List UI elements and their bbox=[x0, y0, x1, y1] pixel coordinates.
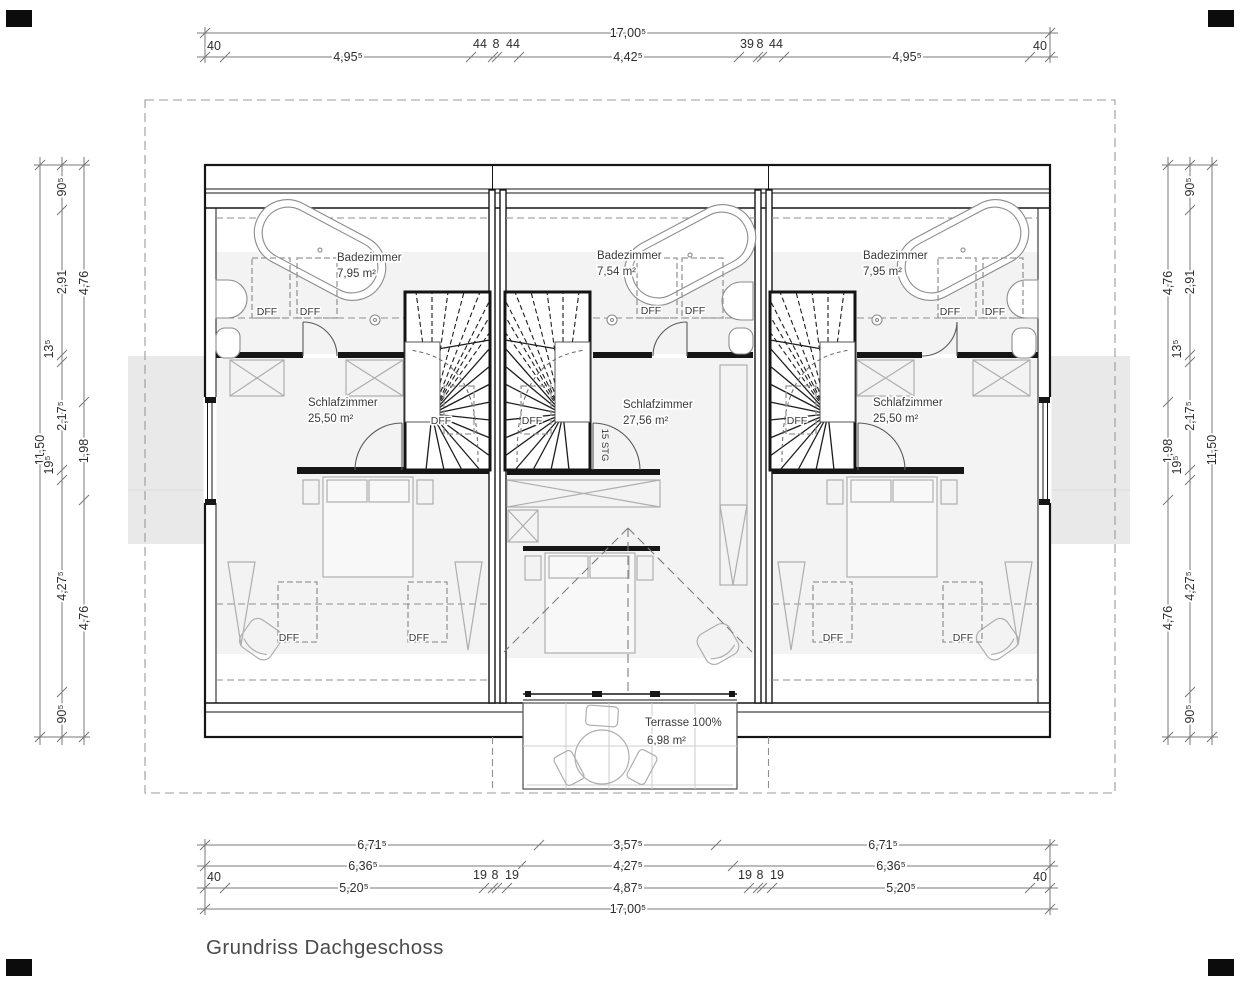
dff-label: DFF bbox=[939, 306, 961, 318]
room-label-bed-2: Schlafzimmer bbox=[623, 399, 693, 411]
room-label-bath-3: Badezimmer bbox=[863, 250, 928, 262]
dim-label: 44 bbox=[473, 37, 487, 51]
dim-label: 1,98 bbox=[77, 438, 91, 464]
room-label-bath-1: Badezimmer bbox=[337, 252, 402, 264]
stair-unit-1 bbox=[405, 292, 490, 470]
dff-label: DFF bbox=[408, 632, 430, 644]
dim-label: 8 bbox=[492, 37, 500, 51]
dim-label: 6,36⁵ bbox=[876, 859, 906, 873]
dim-label: 40 bbox=[1033, 870, 1047, 884]
dim-label: 90⁵ bbox=[1183, 704, 1197, 724]
dim-label: 2,17⁵ bbox=[55, 401, 69, 431]
dim-label: 4,76 bbox=[1161, 605, 1175, 631]
dim-label: 6,71⁵ bbox=[868, 838, 898, 852]
dim-label: 4,27⁵ bbox=[55, 571, 69, 601]
dff-label: DFF bbox=[952, 632, 974, 644]
dff-label: DFF bbox=[430, 415, 452, 427]
room-label-bath-2: Badezimmer bbox=[597, 250, 662, 262]
dff-label: DFF bbox=[786, 415, 808, 427]
dim-label: 2,17⁵ bbox=[1183, 401, 1197, 431]
dim-label: 40 bbox=[1033, 39, 1047, 53]
dim-label: 5,20⁵ bbox=[339, 881, 369, 895]
dim-label: 4,27⁵ bbox=[1183, 571, 1197, 601]
dim-label: 90⁵ bbox=[55, 177, 69, 197]
dim-label: 4,76 bbox=[1161, 270, 1175, 296]
window-left bbox=[204, 397, 217, 505]
room-area-bed-2: 27,56 m² bbox=[623, 415, 669, 427]
dim-label: 19⁵ bbox=[42, 455, 56, 475]
dim-label: 40 bbox=[207, 870, 221, 884]
stair-unit-2 bbox=[505, 292, 590, 470]
room-label-bed-1: Schlafzimmer bbox=[308, 397, 378, 409]
dim-label: 13⁵ bbox=[42, 339, 56, 359]
dim-label: 4,76 bbox=[77, 605, 91, 631]
room-area-bath-2: 7,54 m² bbox=[597, 266, 636, 278]
room-area-bath-1: 7,95 m² bbox=[337, 268, 376, 280]
dim-label: 6,71⁵ bbox=[357, 838, 387, 852]
dim-label: 3,57⁵ bbox=[613, 838, 643, 852]
dim-label: 8 bbox=[756, 868, 764, 882]
dim-label: 19 bbox=[770, 868, 784, 882]
room-area-bed-3: 25,50 m² bbox=[873, 413, 919, 425]
dim-label: 8 bbox=[756, 37, 764, 51]
room-area-bed-1: 25,50 m² bbox=[308, 413, 354, 425]
dim-label: 6,36⁵ bbox=[348, 859, 378, 873]
dim-label: 4,27⁵ bbox=[613, 859, 643, 873]
stair-unit-3 bbox=[770, 292, 855, 470]
terrace-sliding-door bbox=[523, 691, 737, 703]
dim-label: 4,76 bbox=[77, 270, 91, 296]
dim-label: 4,87⁵ bbox=[613, 881, 643, 895]
dff-label: DFF bbox=[684, 305, 706, 317]
dim-label: 8 bbox=[491, 868, 499, 882]
stair-count-label: 15 STG bbox=[599, 428, 610, 462]
dim-label: 1,98 bbox=[1161, 438, 1175, 464]
dim-label: 44 bbox=[506, 37, 520, 51]
dim-label: 39 bbox=[740, 37, 754, 51]
dim-label: 19⁵ bbox=[1170, 455, 1184, 475]
dff-label: DFF bbox=[299, 306, 321, 318]
dff-label: DFF bbox=[256, 306, 278, 318]
drawing-title: Grundriss Dachgeschoss bbox=[206, 936, 444, 959]
terrace bbox=[523, 703, 737, 789]
dim-label: 90⁵ bbox=[55, 704, 69, 724]
dff-label: DFF bbox=[521, 415, 543, 427]
dff-label: DFF bbox=[984, 306, 1006, 318]
dim-label: 44 bbox=[769, 37, 783, 51]
dff-label: DFF bbox=[278, 632, 300, 644]
room-area-terrace: 6,98 m² bbox=[647, 735, 686, 747]
dff-label: DFF bbox=[640, 305, 662, 317]
dim-label: 2,91 bbox=[55, 269, 69, 295]
dim-label: 13⁵ bbox=[1170, 339, 1184, 359]
dim-label: 11,50 bbox=[1205, 434, 1219, 466]
dim-label: 11,50 bbox=[33, 434, 47, 466]
dim-label: 5,20⁵ bbox=[886, 881, 916, 895]
dim-label: 4,95⁵ bbox=[333, 50, 363, 64]
dim-label: 4,95⁵ bbox=[892, 50, 922, 64]
dim-label: 4,42⁵ bbox=[613, 50, 643, 64]
dff-label: DFF bbox=[822, 632, 844, 644]
room-label-terrace: Terrasse 100% bbox=[645, 717, 722, 729]
dim-label: 90⁵ bbox=[1183, 177, 1197, 197]
dim-label: 19 bbox=[473, 868, 487, 882]
dim-label: 40 bbox=[207, 39, 221, 53]
dim-label: 19 bbox=[505, 868, 519, 882]
dim-label: 19 bbox=[738, 868, 752, 882]
room-area-bath-3: 7,95 m² bbox=[863, 266, 902, 278]
dim-label: 17,00⁵ bbox=[609, 902, 647, 916]
window-right bbox=[1039, 397, 1052, 505]
room-label-bed-3: Schlafzimmer bbox=[873, 397, 943, 409]
dim-label: 17,00⁵ bbox=[609, 26, 647, 40]
dim-label: 2,91 bbox=[1183, 269, 1197, 295]
